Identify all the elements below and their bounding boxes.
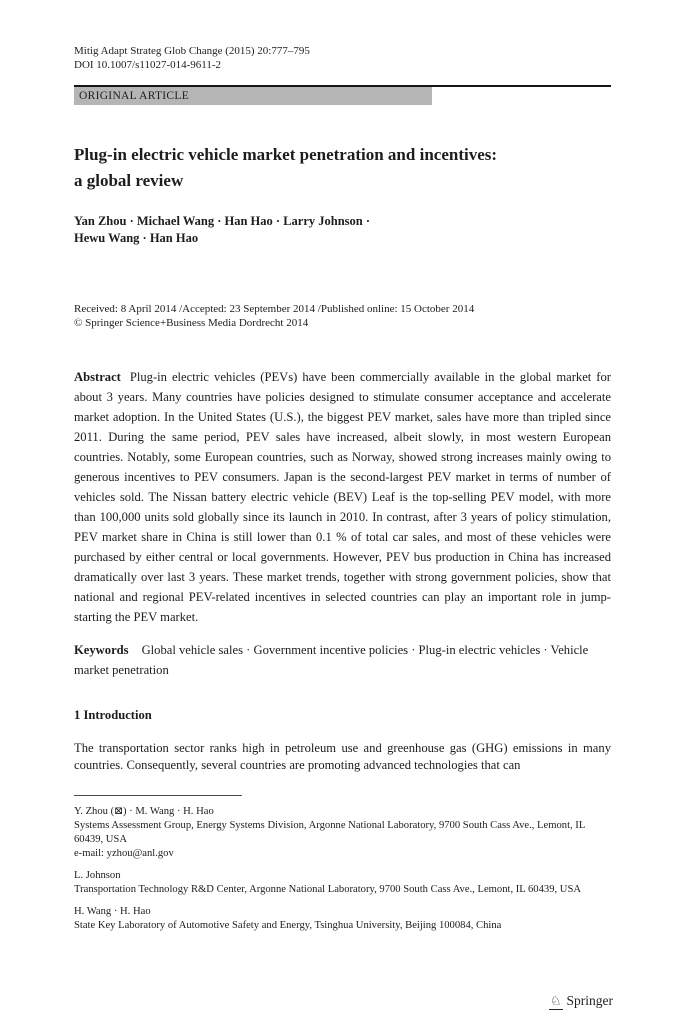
abstract — [74, 367, 611, 627]
footnote-corresponding-author — [74, 805, 611, 861]
paper-title-line1: Plug-in electric vehicle market penetration and incentives: — [74, 145, 498, 164]
article-type-bar — [74, 87, 432, 105]
author-list-line2: Hewu Wang · Han Hao — [74, 231, 199, 245]
springer-horse-icon: ♘ — [549, 994, 562, 1009]
footnote-affiliation: Systems Assessment Group, Energy Systems Division, Argonne National Laboratory, 9700 South Cass Ave., Lemont, IL 60439, USA — [74, 820, 585, 845]
footnote-author-3 — [74, 905, 611, 933]
paper-title-line2: a global review — [74, 171, 184, 190]
footnote-affiliation: Transportation Technology R&D Center, Argonne National Laboratory, 9700 South Cass Ave., Lemont, IL 60439, USA — [74, 884, 581, 895]
author-list — [74, 213, 611, 247]
abstract-label: Abstract — [74, 370, 121, 384]
footnote-area — [74, 795, 611, 933]
footnote-authors: L. Johnson — [74, 870, 121, 881]
journal-citation: Mitig Adapt Strateg Glob Change (2015) 20:777–795 — [74, 45, 310, 57]
footnote-author-2 — [74, 869, 611, 897]
page-content — [74, 0, 611, 933]
footnote-authors: H. Wang · H. Hao — [74, 906, 151, 917]
keywords-text: Global vehicle sales · Government incentive policies · Plug-in electric vehicles · Vehicle market penetration — [74, 643, 589, 677]
paper-title — [74, 142, 611, 194]
introduction-paragraph: The transportation sector ranks high in petroleum use and greenhouse gas (GHG) emissions in many countries. Consequently, several countries are promoting advanced technologies that can — [74, 741, 611, 772]
publication-dates — [74, 302, 611, 330]
footnote-authors: Y. Zhou (⊠) · M. Wang · H. Hao — [74, 806, 214, 817]
keywords — [74, 640, 611, 680]
received-accepted-line: Received: 8 April 2014 /Accepted: 23 September 2014 /Published online: 15 October 2014 — [74, 303, 475, 315]
journal-header — [74, 0, 611, 72]
keywords-label: Keywords — [74, 643, 129, 657]
footnote-rule — [242, 795, 611, 796]
author-list-line1: Yan Zhou · Michael Wang · Han Hao · Larry Johnson · — [74, 214, 371, 228]
publisher-logo — [549, 993, 613, 1010]
section-heading-introduction: 1 Introduction — [74, 708, 152, 722]
publisher-name: Springer — [566, 993, 613, 1008]
footnote-affiliation: State Key Laboratory of Automotive Safety and Energy, Tsinghua University, Beijing 100084, China — [74, 920, 502, 931]
abstract-text: Plug-in electric vehicles (PEVs) have been commercially available in the global market for about 3 years. Many countries have policies designed to stimulate consumer acceptance and accelerate market adoption. In the United States (U.S.), the biggest PEV market, sales have more than tripled since 2011. During the same period, PEV sales have increased, albeit slowly, in most western European countries. Notably, some European countries, such as Norway, showed strong increases mainly owing to generous incentives to PEV consumers. Japan is the second-largest PEV market in terms of number of vehicles sold. The Nissan battery electric vehicle (BEV) Leaf is the top-selling PEV model, with more than 100,000 units sold globally since its launch in 2010. In contrast, after 3 years of policy stimulation, PEV market share in China is still lower than 0.1 % of total car sales, and most of these vehicles were purchased by either central or local governments. However, PEV bus production in China has increased dramatically over last 3 years. These market trends, together with strong government policies, show that national and regional PEV-related incentives in selected countries can play an important role in jump-starting the PEV market. — [74, 370, 611, 624]
header-rule — [74, 85, 611, 105]
copyright-line: © Springer Science+Business Media Dordrecht 2014 — [74, 317, 309, 329]
article-type-label: ORIGINAL ARTICLE — [79, 90, 190, 102]
footnote-email: e-mail: yzhou@anl.gov — [74, 848, 174, 859]
doi-line: DOI 10.1007/s11027-014-9611-2 — [74, 59, 222, 71]
